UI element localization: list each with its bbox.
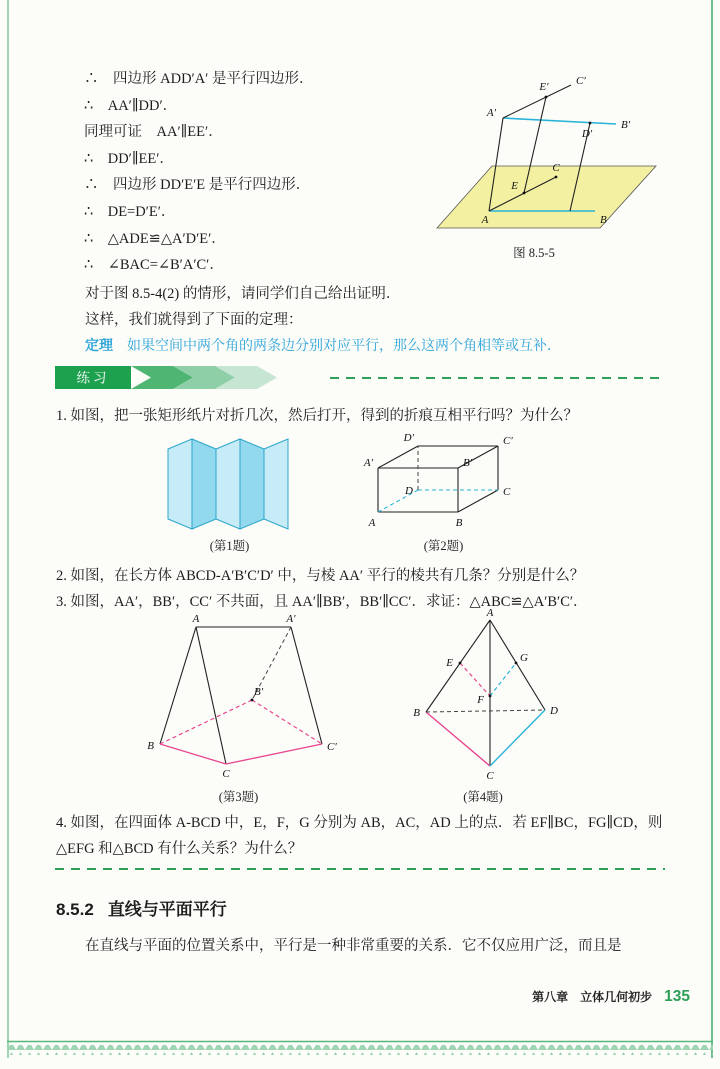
vertex-label: B′: [621, 119, 631, 131]
vertex-label: G: [520, 652, 528, 664]
exercise-figure-3-triangles: [136, 612, 341, 784]
edge-ApCp: [503, 85, 571, 118]
vertex-label: A′: [486, 107, 496, 119]
exercise-3-text: 3. 如图，AA′，BB′，CC′ 不共面，且 AA′∥BB′，BB′∥CC′．求证：△ABC≌△A′B′C′．: [56, 594, 588, 610]
proof-line: ∴ DE=D′E′．: [84, 203, 176, 220]
paper-panel: [192, 439, 216, 529]
exercise-figure-2-cuboid: [356, 428, 531, 543]
segment-EF: [460, 663, 490, 696]
footer-chapter: 第八章 立体几何初步: [532, 990, 653, 1004]
vertex-label: F: [477, 694, 484, 706]
exercise-2-text: 2. 如图，在长方体 ABCD-A′B′C′D′ 中，与棱 AA′ 平行的棱共有几条？分别是什么？: [56, 568, 585, 584]
edge-AC: [196, 627, 226, 764]
vertex-label: C: [222, 768, 230, 780]
proof-line: ∴ 四边形 ADD′A′ 是平行四边形．: [84, 71, 314, 87]
vertex-label: A: [368, 517, 376, 529]
paper-panel: [216, 439, 240, 529]
paper-panel: [264, 439, 288, 529]
section-title: 直线与平面平行: [107, 900, 227, 919]
segment-FG: [490, 663, 516, 696]
proof-followup-paragraph: 对于图 8.5-4(2) 的情形，请同学们自己给出证明．: [85, 286, 401, 302]
right-border: [711, 0, 713, 1058]
theorem-statement: [85, 335, 675, 355]
edge-BC: [160, 744, 226, 764]
proof-line: ∴ DD′∥EE′．: [84, 150, 174, 167]
vertex-label: B′: [463, 457, 473, 469]
vertex-label: B: [600, 214, 607, 226]
vertex-label: C′: [503, 435, 513, 447]
vertex-label: A′: [363, 457, 373, 469]
exercise-banner: [55, 366, 295, 389]
vertex-label: D: [550, 705, 558, 717]
exercise-4-text: 4. 如图，在四面体 A-BCD 中，E，F，G 分别为 AB，AC，AD 上的点．若 EF∥BC，FG∥CD，则 △EFG 和△BCD 有什么关系？为什么？: [56, 815, 663, 857]
dashed-separator: [330, 377, 664, 379]
section-paragraph: 在直线与平面的位置关系中，平行是一种非常重要的关系．它不仅应用广泛，而且是: [85, 938, 622, 954]
edge: [378, 446, 418, 468]
proof-line: ∴ ∠BAC=∠B′A′C′．: [84, 257, 224, 274]
left-border: [7, 0, 9, 1058]
edge-BC: [426, 712, 490, 766]
vertex-label: E: [511, 180, 518, 192]
section-heading: [56, 895, 227, 920]
figure-8-5-5: [424, 70, 689, 240]
vertex-label: C: [503, 486, 511, 498]
hidden-edge-BBp: [160, 700, 252, 744]
vertex-label: A: [486, 608, 494, 619]
hidden-edge-BpCp: [252, 700, 322, 744]
vertex-label: C′: [576, 75, 586, 87]
figure-2-caption: (第2题): [423, 539, 464, 553]
paper-panel: [168, 439, 192, 529]
vertex-label: C: [486, 770, 494, 782]
vertex-label: B′: [254, 686, 264, 698]
edge-AB: [160, 627, 196, 744]
proof-line: ∴ △ADE≌△A′D′E′．: [84, 230, 226, 247]
theorem-text: 如果空间中两个角的两条边分别对应平行，那么这两个角相等或互补．: [127, 339, 561, 354]
section-number: 8.5.2: [56, 900, 94, 919]
banner-title: 练习: [76, 370, 110, 386]
exercise-figure-4-tetrahedron: [408, 608, 558, 783]
vertex-label: C: [552, 162, 560, 174]
theorem-lead-paragraph: 这样，我们就得到了下面的定理：: [85, 312, 303, 328]
page-footer: [360, 988, 690, 1006]
proof-line: 同理可证 AA′∥EE′．: [84, 124, 223, 141]
edge-CCp: [226, 744, 322, 764]
vertex-label: A: [481, 214, 489, 226]
theorem-label: 定理: [85, 337, 113, 353]
vertex-label: D′: [581, 128, 593, 140]
figure-1-caption: (第1题): [209, 539, 250, 553]
vertex-label: D: [405, 485, 413, 497]
proof-block: [84, 66, 454, 279]
vertex-label: A′: [286, 613, 296, 625]
vertex-label: B: [413, 707, 420, 719]
vertex-label: D′: [403, 432, 414, 444]
hidden-edge-BD: [426, 710, 545, 712]
dashed-separator: [55, 868, 665, 870]
footer-page-number: 135: [664, 988, 690, 1005]
edge-AD: [490, 620, 545, 710]
edge-CD: [490, 710, 545, 766]
figure-855-caption: 图 8.5-5: [513, 246, 555, 260]
vertex-label: A: [192, 613, 200, 625]
edge-ApBp: [503, 118, 616, 124]
vertex-label: E: [446, 657, 453, 669]
vertex-label: B: [455, 517, 463, 529]
proof-line: ∴ AA′∥DD′．: [84, 97, 178, 114]
bottom-ornament: [7, 1040, 713, 1058]
plane-polygon: [437, 166, 656, 228]
exercise-figure-1-folded-paper: [162, 433, 297, 536]
edge: [458, 490, 498, 512]
exercise-1-text: 1. 如图，把一张矩形纸片对折几次，然后打开，得到的折痕互相平行吗？为什么？: [56, 408, 578, 424]
edge-ApCp: [291, 627, 322, 744]
figure-3-caption: (第3题): [218, 790, 259, 804]
figure-4-caption: (第4题): [463, 790, 503, 804]
vertex-label: E′: [539, 81, 549, 93]
vertex-label: C′: [327, 741, 337, 753]
paper-panel: [240, 439, 264, 529]
vertex-label: B: [147, 740, 154, 752]
proof-line: ∴ 四边形 DD′E′E 是平行四边形．: [84, 177, 311, 194]
